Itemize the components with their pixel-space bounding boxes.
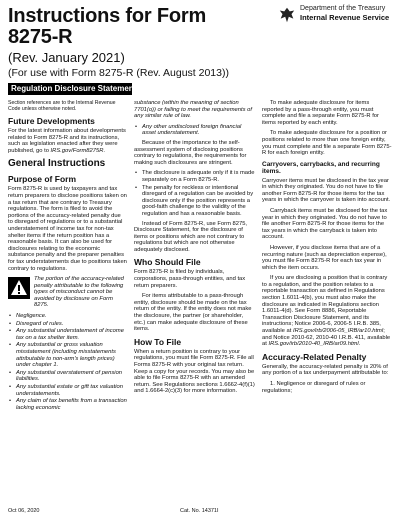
list-item: • Any substantial estate or gift tax valuation understatements. [16,384,127,397]
list-item: • Any substantial understatement of income tax on a tax shelter item. [16,328,127,341]
continued-text: substance (within the meaning of section 7701(o)) or failing to meet the requirements of any similar rule of law. [134,100,252,120]
purpose-text: Form 8275-R is used by taxpayers and tax return preparers to disclose positions taken on a tax return that are contrary to Treasury regulations. The form is filed to avoid the portions of the accuracy-related penalty due to disregard of regulations or to a substantial understatement of income tax for non-tax shelter items if the return position has a reasonable basis. It can also be used for disclosures relating to the economic substance penalty and the preparer penalties for tax understatements due to positions taken contrary to regulations. [8,186,127,272]
document-title: Instructions for Form 8275-R [8,5,207,48]
list-item: • The penalty for reckless or intentional disregard of a regulation can be avoided by disclosure only if the position represents a good-faith challenge to the validity of the regulation and has a reasonable basis. [142,185,256,218]
list-item: • Any claim of tax benefits from a transaction lacking economic [16,398,127,411]
foreign-asset-bullet [134,124,256,137]
future-developments-heading: Future Developments [8,116,95,126]
form-subtitle-banner: Regulation Disclosure Statement [8,83,132,95]
pass-through-disclosure-text: To make adequate disclosure for items reported by a pass-through entity, you must complete and file a separate Form 8275-R for items reported by each entity. [262,100,379,126]
penalty-bullet-list [8,313,127,411]
who-should-file-heading: Who Should File [134,257,201,268]
agency-name: Internal Revenue Service [300,13,390,22]
accuracy-penalty-item-1: 1. Negligence or disregard of rules or regulations; [262,381,366,394]
footer-date: Oct 06, 2020 [8,508,40,514]
carryovers-text: Carryover items must be disclosed in the tax year in which they originated. You do not have to file another Form 8275-R for those items for the tax years in which the carryover is taken into account. [262,177,391,204]
accuracy-penalty-text: Generally, the accuracy-related penalty is 20% of any portion of a tax underpayment attributable to: [262,363,389,377]
list-item: • Disregard of rules. [16,321,127,328]
revision-date: (Rev. January 2021) [8,50,125,65]
catalog-number: Cat. No. 14371I [180,508,219,514]
form-version-note: (For use with Form 8275-R (Rev. August 2013)) [8,67,229,79]
treasury-eagle-icon [278,6,296,24]
importance-text: Because of the importance to the self-assessment system of disclosing positions contrary to regulations, the requirements for making such disclosures are stringent. [134,139,247,166]
purpose-heading: Purpose of Form [8,174,77,185]
caution-icon [8,277,30,299]
list-item: • Negligence. [16,313,127,320]
list-item: • The disclosure is adequate only if it is made separately on a Form 8275-R. [142,170,256,183]
irb-2010-40-link[interactable]: IRS.gov/irb/2010-40_IRB/ar09.html [268,341,359,348]
department-name: Department of the Treasury [300,5,386,12]
accuracy-penalty-heading: Accuracy-Related Penalty [262,351,367,362]
foreign-entity-disclosure-text: To make adequate disclosure for a position or positions related to more than one foreign entity, you must complete and file a separate Form 8275-R for each foreign entity. [262,130,392,157]
irb-2006-05-link[interactable]: IRS.gov/irb/2006-05_IRB/ar10.html [292,328,384,335]
disclosure-requirements-list [134,170,256,217]
general-instructions-heading: General Instructions [8,158,106,170]
how-to-file-text: When a return position is contrary to your regulations, you must file Form 8275-R. File all Forms 8275-R with your original tax return. Keep a copy for your records. You may also be able to file Forms 8275-R with an amended return. See Regulations sections 1.6662-4(f)(1) and 1.6664-2(c)(3) for more information. [134,348,255,395]
reportable-transaction-text: If you are disclosing a position that is contrary to a regulation, and the position relates to a reportable transaction as defined in Regulations section 1.6011-4(b), you must also make the disclosure as indicated in Regulations section 1.6011-4(d). See Form 8886, Reportable Transaction Disclosure Statement, and its instructions; Notice 2006-6, 2006-5 I.R.B. 385, available at IRS.gov/irb/2006-05_IRB/ar10.html; and Notice 2010-62, 2010-40 I.R.B. 411, available at IRS.gov/irb/2010-40_IRB/ar09.html. [262,275,391,348]
list-item: • Any substantial overstatement of pension liabilities. [16,370,127,383]
agency-block [300,5,396,22]
who-should-file-text: Form 8275-R is filed by individuals, corporations, pass-through entities, and tax return preparers. [134,269,246,289]
column-2 [134,100,256,399]
recurring-items-text: However, if you disclose items that are of a recurring nature (such as depreciation expense), you must file Form 8275-R for each tax year in which the item occurs. [262,244,387,271]
how-to-file-heading: How To File [134,336,182,347]
caution-text: The portion of the accuracy-related penalty attributable to the following types of misconduct cannot be avoided by disclosure on Form 8275. [34,276,124,309]
instead-text: Instead of Form 8275-R, use Form 8275, Disclosure Statement, for the disclosure of items or positions which are not contrary to regulations but which are not otherwise adequately disclosed. [134,220,248,253]
future-developments-text: For the latest information about developments related to Form 8275-R and its instructions, such as legislation enacted after they were published, go to IRS.gov/Form8275R. [8,128,126,154]
carrybacks-text: Carryback items must be disclosed for the tax year in which they originated. You do not have to file another Form 8275-R for those items for the tax years in which the carryback is taken into account. [262,207,388,241]
form-8275r-link[interactable]: IRS.gov/Form8275R [50,147,104,154]
column-3 [262,100,392,398]
section-reference-note: Section references are to the Internal Revenue Code unless otherwise noted. [8,100,116,112]
pass-through-text: For items attributable to a pass-through entity, disclosure should be made on the tax return of the entity. If the entity does not make the disclosure, the partner (or shareholder, etc.) can make adequate disclosure of these items. [134,293,252,333]
caution-note [8,276,127,309]
list-item: • Any substantial or gross valuation misstatement (including misstatements attributable to non-arm's length prices) under chapter 1. [16,342,127,368]
carryovers-heading: Carryovers, carrybacks, and recurring items. [262,160,380,176]
list-item: • Any other undisclosed foreign financial asset understatement. [142,124,256,137]
column-1 [8,100,127,414]
